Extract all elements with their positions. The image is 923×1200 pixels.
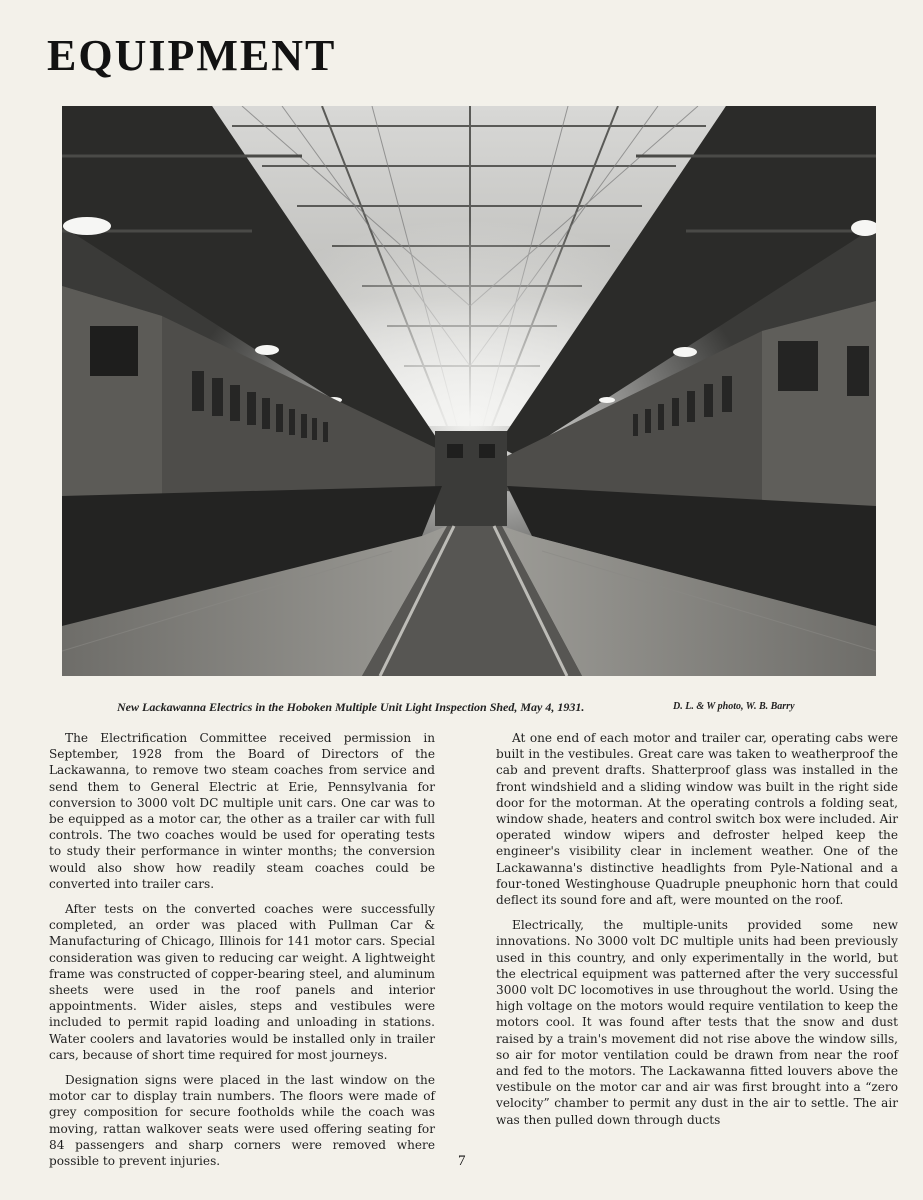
photo-caption: New Lackawanna Electrics in the Hoboken Multiple Unit Light Inspection Shed, May 4, 1931. — [117, 700, 585, 714]
inspection-shed-photo — [62, 106, 876, 676]
page-heading: EQUIPMENT — [47, 31, 337, 80]
paragraph: Electrically, the multiple-units provided some new innovations. No 3000 volt DC multiple units had been previously used in this country, and only experimentally in the world, but the electrical equipment was patterned after the very successful 3000 volt DC locomotives in use throughout the world. Using the high voltage on the motors would require ventilation to keep the motors cool. It was found after tests that the snow and dust raised by a train's movement did not rise above the window sills, so air for motor ventilation could be drawn from near the roof and fed to the motors. The Lackawanna fitted louvers above the vestibule on the motor car and air was first brought into a “zero velocity” chamber to permit any dust in the air to settle. The air was then pulled down through ducts — [496, 918, 898, 1127]
text-column-right — [496, 730, 898, 1137]
page-number: 7 — [458, 1153, 466, 1169]
photo-credit: D. L. & W photo, W. B. Barry — [673, 701, 795, 712]
paragraph: The Electrification Committee received permission in September, 1928 from the Board of Directors of the Lackawanna, to remove two steam coaches from service and send them to General Electric at Erie, Pennsylvania for conversion to 3000 volt DC multiple unit cars. One car was to be equipped as a motor car, the other as a trailer car with full controls. The two coaches would be used for operating tests to study their performance in winter months; the conversion would also show how readily steam coaches could be converted into trailer cars. — [49, 731, 435, 891]
paragraph: At one end of each motor and trailer car, operating cabs were built in the vestibules. Great care was taken to weatherproof the cab and prevent drafts. Shatterproof glass was installed in the front windshield and a sliding window was built in the right side door for the motorman. At the operating controls a folding seat, window shade, heaters and control switch box were included. Air operated window wipers and defroster helped keep the engineer's visibility clear in inclement weather. One of the Lackawanna's distinctive headlights from Pyle-National and a four-toned Westinghouse Quadruple pneuphonic horn that could deflect its sound fore and aft, were mounted on the roof. — [496, 731, 898, 908]
paragraph: Designation signs were placed in the last window on the motor car to display train numbers. The floors were made of grey composition for secure footholds while the coach was moving, rattan walkover seats were used offering seating for 84 passengers and sharp corners were removed where possible to prevent injuries. — [49, 1073, 435, 1169]
text-column-left — [49, 730, 435, 1178]
paragraph: After tests on the converted coaches were successfully completed, an order was placed with Pullman Car & Manufacturing of Chicago, Illinois for 141 motor cars. Special consideration was given to reducing car weight. A lightweight frame was constructed of copper-bearing steel, and aluminum sheets were used in the roof panels and interior appointments. Wider aisles, steps and vestibules were included to permit rapid loading and unloading in stations. Water coolers and lavatories would be installed only in trailer cars, because of short time required for most journeys. — [49, 902, 435, 1062]
